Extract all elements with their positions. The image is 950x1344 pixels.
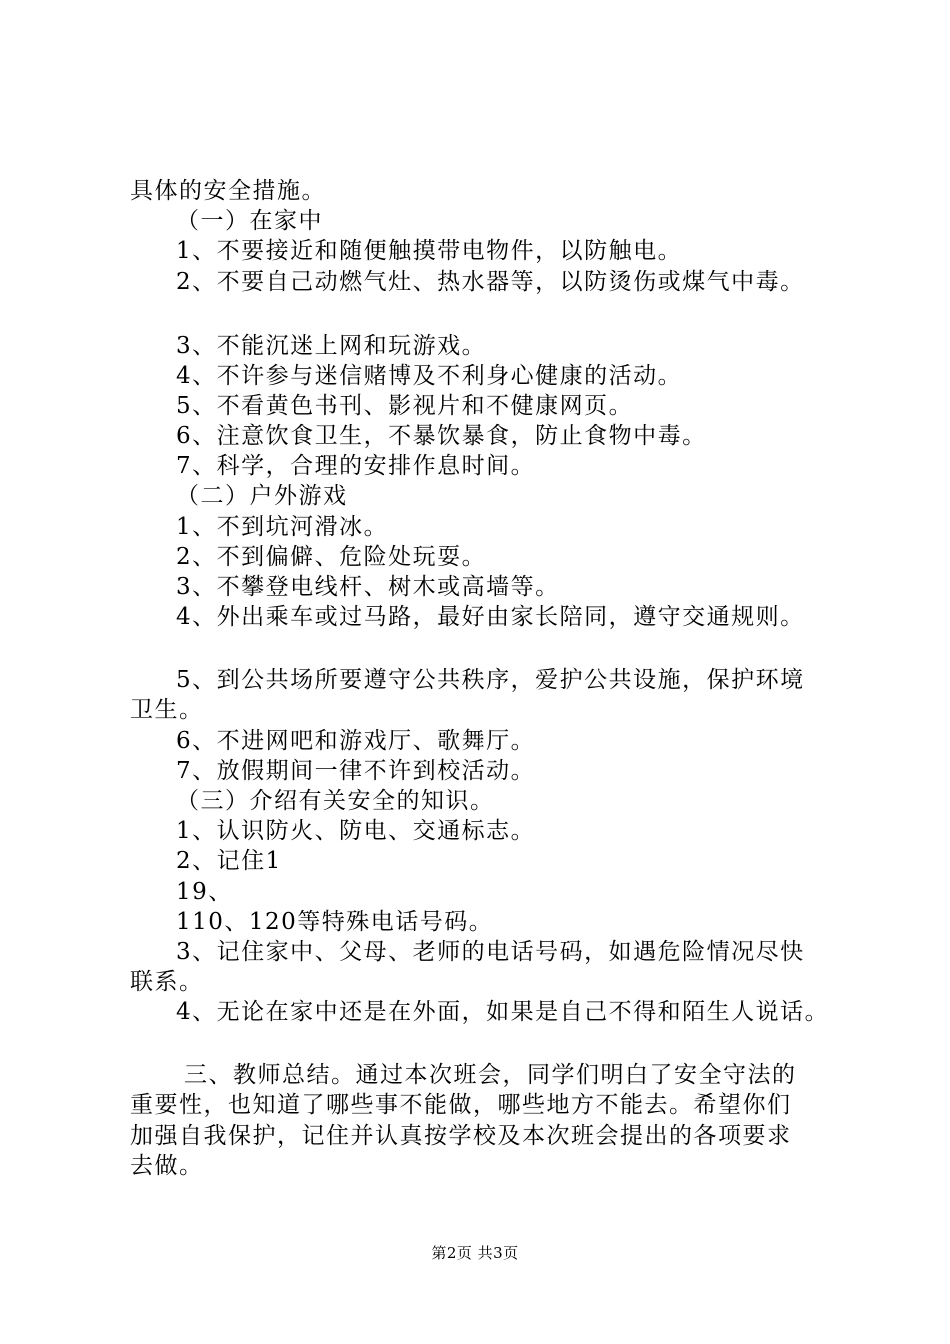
list-item: 3、不攀登电线杆、树木或高墙等。 bbox=[176, 574, 560, 600]
text-line-continuation: 具体的安全措施。 bbox=[130, 178, 326, 204]
list-item: 6、注意饮食卫生，不暴饮暴食，防止食物中毒。 bbox=[176, 423, 707, 449]
list-item-continuation: 联系。 bbox=[130, 969, 204, 995]
list-item: 1、不要接近和随便触摸带电物件，以防触电。 bbox=[176, 238, 683, 264]
list-item: 3、不能沉迷上网和玩游戏。 bbox=[176, 333, 487, 359]
list-item: 4、不许参与迷信赌博及不利身心健康的活动。 bbox=[176, 363, 683, 389]
page-footer: 第2页 共3页 bbox=[431, 1244, 519, 1262]
list-item: 2、记住1 bbox=[176, 848, 282, 874]
list-item-continuation: 19、 bbox=[176, 879, 233, 905]
section-heading-safety-knowledge: （三）介绍有关安全的知识。 bbox=[176, 788, 495, 814]
list-item: 1、不到坑河滑冰。 bbox=[176, 514, 389, 540]
paragraph-summary-line: 加强自我保护，记住并认真按学校及本次班会提出的各项要求 bbox=[130, 1123, 792, 1149]
list-item: 7、放假期间一律不许到校活动。 bbox=[176, 758, 536, 784]
list-item: 3、记住家中、父母、老师的电话号码，如遇危险情况尽快 bbox=[176, 939, 805, 965]
list-item: 4、无论在家中还是在外面，如果是自己不得和陌生人说话。 bbox=[176, 999, 830, 1025]
list-item-continuation: 110、120等特殊电话号码。 bbox=[176, 909, 494, 935]
list-item: 2、不到偏僻、危险处玩耍。 bbox=[176, 544, 487, 570]
list-item-continuation: 卫生。 bbox=[130, 697, 204, 723]
list-item: 5、到公共场所要遵守公共秩序，爱护公共设施，保护环境 bbox=[176, 667, 805, 693]
list-item: 2、不要自己动燃气灶、热水器等，以防烫伤或煤气中毒。 bbox=[176, 269, 805, 295]
section-heading-at-home: （一）在家中 bbox=[176, 208, 323, 234]
list-item: 6、不进网吧和游戏厅、歌舞厅。 bbox=[176, 728, 536, 754]
list-item: 4、外出乘车或过马路，最好由家长陪同，遵守交通规则。 bbox=[176, 604, 805, 630]
section-heading-outdoor: （二）户外游戏 bbox=[176, 483, 348, 509]
paragraph-summary: 三、教师总结。通过本次班会，同学们明白了安全守法的 bbox=[184, 1062, 797, 1088]
paragraph-summary-line: 重要性，也知道了哪些事不能做，哪些地方不能去。希望你们 bbox=[130, 1092, 792, 1118]
paragraph-summary-line: 去做。 bbox=[130, 1153, 204, 1179]
list-item: 5、不看黄色书刊、影视片和不健康网页。 bbox=[176, 393, 634, 419]
list-item: 1、认识防火、防电、交通标志。 bbox=[176, 818, 536, 844]
list-item: 7、科学，合理的安排作息时间。 bbox=[176, 453, 536, 479]
